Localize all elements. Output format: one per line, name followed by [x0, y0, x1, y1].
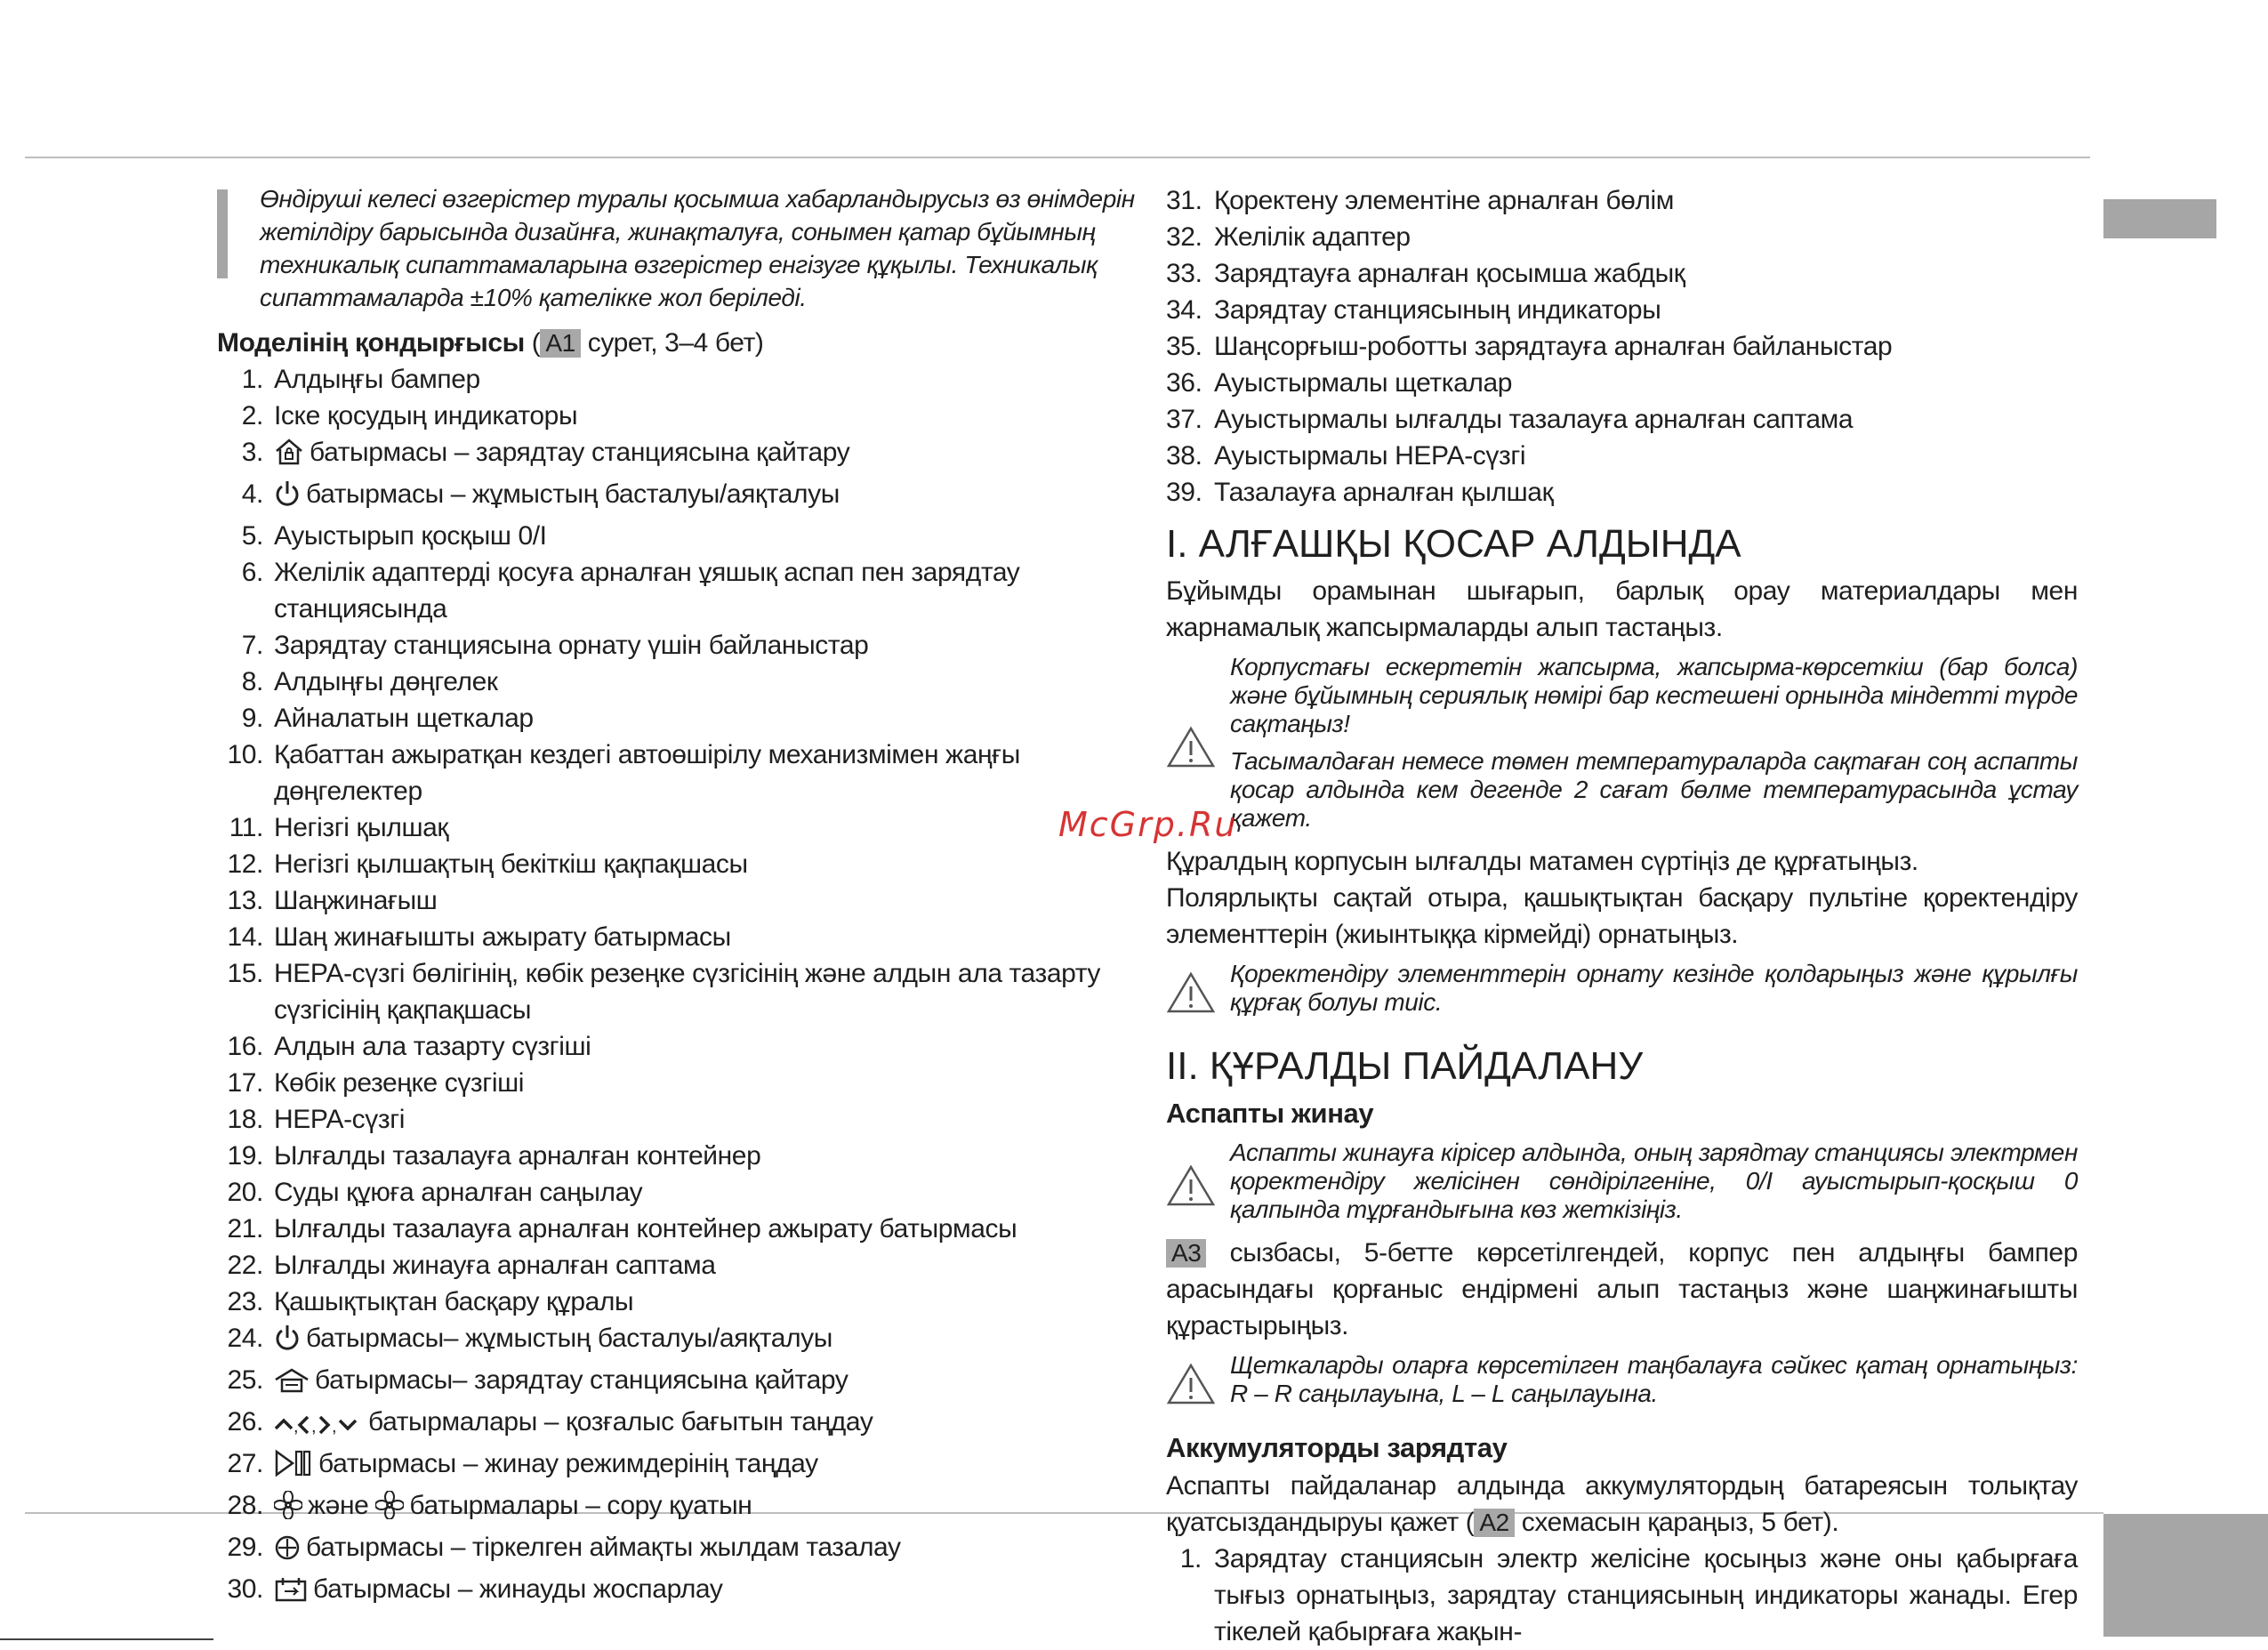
left-column — [217, 182, 1138, 1613]
list-item — [217, 1404, 1138, 1445]
list-item-text: НЕРА-сүзгі бөлігінің, көбік резеңке сүзгісінің және алдын ала тазарту сүзгісінің қақпақшасы — [274, 959, 1101, 1025]
list-item-number: 33. — [1166, 259, 1202, 288]
list-item-text-wrap — [274, 1571, 1138, 1613]
list-item-text: Желілік адаптер — [1214, 222, 1411, 252]
section-2-para-2 — [1166, 1468, 2078, 1541]
list-item — [217, 1028, 1138, 1065]
list-item-text-wrap — [274, 1487, 1138, 1529]
charging-para-text-b: схемасын қараңыз, 5 бет). — [1514, 1508, 1839, 1537]
list-item-text: Суды құюға арналған саңылау — [274, 1178, 643, 1207]
list-item-text: Қабаттан ажыратқан кездегі автоөшірілу механизмімен жаңғы дөңгелектер — [274, 740, 1020, 806]
list-item — [217, 700, 1138, 736]
list-item — [217, 1445, 1138, 1487]
list-item-number: 27. — [227, 1449, 263, 1478]
list-item — [217, 809, 1138, 846]
footer-line — [0, 1638, 213, 1640]
list-item — [217, 1174, 1138, 1211]
svg-text:,: , — [332, 1417, 337, 1436]
list-item-text-wrap — [274, 882, 1138, 919]
model-heading — [217, 325, 1138, 361]
list-item-text: Алдыңғы дөңгелек — [274, 667, 498, 696]
list-item — [217, 1247, 1138, 1284]
list-item-number: 38. — [1166, 441, 1202, 471]
list-item-text: Шаңсорғыш-роботты зарядтауға арналған байланыстар — [1214, 332, 1893, 361]
warning-block-4 — [1166, 1351, 2078, 1417]
list-item — [1166, 438, 2078, 474]
list-item — [217, 882, 1138, 919]
list-item-text: Желілік адаптерді қосуға арналған ұяшық аспап пен зарядтау станциясында — [274, 558, 1020, 624]
list-item-number: 29. — [227, 1533, 263, 1562]
list-item-text: Зарядтау станциясын электр желісіне қосыңыз және оны қабырғаға тығыз орнатыңыз, зарядтау станциясының индикаторы жанады. Егер тікелей қабырғаға жақын- — [1214, 1544, 2078, 1646]
warning-2-text: Қоректендіру элементтерін орнату кезінде қолдарыңыз және құрылғы құрғақ болуы тиіс. — [1230, 960, 2078, 1016]
list-item — [217, 361, 1138, 398]
parts-list-left — [217, 361, 1138, 1613]
page-edge-tab — [2103, 199, 2216, 238]
list-item-text-wrap — [274, 1404, 1138, 1445]
warning-icon — [1166, 1351, 1230, 1417]
list-item — [217, 1101, 1138, 1138]
list-item — [217, 1284, 1138, 1320]
list-item-text-wrap — [274, 919, 1138, 955]
list-item-text-wrap — [274, 1362, 1138, 1404]
list-item-number: 10. — [227, 740, 263, 769]
list-item-text-wrap — [274, 1101, 1138, 1138]
arrows-icon — [274, 1409, 363, 1445]
list-item-text: Ылғалды тазалауға арналған контейнер — [274, 1141, 761, 1171]
list-item-number: 26. — [227, 1407, 263, 1437]
list-item-text-wrap — [274, 736, 1138, 809]
list-item-text-wrap — [274, 627, 1138, 664]
list-item-text: Зарядтау станциясына орнату үшін байланыстар — [274, 631, 869, 660]
list-item-text: Қашықтықтан басқару құралы — [274, 1287, 634, 1316]
charging-para-text-a: Аспапты пайдаланар алдында аккумулятордың батареясын толықтау қуатсыздандыруы қажет ( — [1166, 1471, 2078, 1537]
list-item-text-wrap — [274, 1247, 1138, 1284]
fan-high-icon — [375, 1491, 404, 1529]
list-item-text-wrap — [1214, 474, 2078, 511]
list-item — [217, 1138, 1138, 1174]
list-item-text-wrap — [1214, 182, 2078, 219]
list-item-number: 3. — [241, 438, 263, 467]
list-item-text: батырмасы– жұмыстың басталуы/аяқталуы — [306, 1324, 832, 1353]
list-item-text: Негізгі қылшақтың бекіткіш қақпақшасы — [274, 849, 748, 879]
list-item-number: 17. — [227, 1068, 263, 1098]
list-item-number: 39. — [1166, 478, 1202, 507]
list-item-text: батырмалары – қозғалыс бағытын таңдау — [368, 1407, 873, 1437]
list-item — [217, 846, 1138, 882]
list-item-text: Ылғалды тазалауға арналған контейнер ажырату батырмасы — [274, 1214, 1017, 1244]
list-item-number: 5. — [241, 521, 263, 551]
list-item-number: 11. — [229, 813, 263, 842]
list-item-number: 28. — [227, 1491, 263, 1520]
section-1-para-2: Құралдың корпусын ылғалды матамен сүртіңіз де құрғатыңыз. — [1166, 847, 1918, 876]
list-item — [217, 1362, 1138, 1404]
list-item-text-wrap — [274, 1028, 1138, 1065]
fan-low-icon — [274, 1491, 302, 1529]
warning-1b-text: Тасымалдаған немесе төмен температураларда сақтаған соң аспапты қосар алдында кем дегенде 2 сағат бөлме температурасында ұстау қажет. — [1230, 747, 2078, 832]
model-heading-open: ( — [524, 328, 541, 358]
figure-tag-a3: A3 — [1166, 1239, 1206, 1268]
list-item-number: 6. — [241, 558, 263, 587]
figure-tag-a2: A2 — [1474, 1509, 1514, 1537]
list-item — [217, 627, 1138, 664]
list-item-text: Ауыстырмалы НЕРА-сүзгі — [1214, 441, 1526, 471]
list-item-text-wrap — [274, 1174, 1138, 1211]
list-item-text: батырмалары – сору қуатын — [409, 1491, 752, 1520]
list-item-number: 9. — [241, 704, 263, 733]
list-item-text: Қоректену элементіне арналған бөлім — [1214, 186, 1675, 215]
list-item-text-wrap — [274, 518, 1138, 554]
list-item-number: 25. — [227, 1365, 263, 1395]
list-item-number: 21. — [227, 1214, 263, 1244]
list-item-number: 30. — [227, 1574, 263, 1604]
right-column — [1166, 182, 2078, 1650]
list-item-number: 20. — [227, 1178, 263, 1207]
list-item-text-wrap — [274, 1211, 1138, 1247]
list-item-number: 34. — [1166, 295, 1202, 325]
parts-list-right — [1166, 182, 2078, 511]
list-item — [1166, 292, 2078, 328]
list-item — [217, 919, 1138, 955]
list-item-text: Іске қосудың индикаторы — [274, 401, 578, 431]
list-item-text: Тазалауға арналған қылшақ — [1214, 478, 1554, 507]
subsection-charging-title: Аккумуляторды зарядтау — [1166, 1432, 1508, 1463]
section-1-para-1: Бұйымды орамынан шығарып, барлық орау материалдары мен жарнамалық жапсырмаларды алып тастаңыз. — [1166, 576, 2078, 642]
list-item-text-wrap — [1214, 292, 2078, 328]
list-item-number: 18. — [227, 1105, 263, 1134]
list-item-text: Шаң жинағышты ажырату батырмасы — [274, 922, 731, 952]
list-item-text: Алдын ала тазарту сүзгіші — [274, 1032, 591, 1061]
list-item-text: Айналатын щеткалар — [274, 704, 534, 733]
list-item-text-wrap — [274, 955, 1138, 1028]
list-item-text-wrap — [274, 664, 1138, 700]
list-item-text-wrap — [274, 1445, 1138, 1487]
list-item-number: 16. — [227, 1032, 263, 1061]
warning-3-text: Аспапты жинауға кірісер алдында, оның зарядтау станциясы электрмен қоректендіру желісінен сөндірілгеніне, 0/I ауыстырып-қосқыш 0 қалпында тұрғандығына көз жеткізіңіз. — [1230, 1139, 2078, 1223]
list-item-number: 2. — [241, 401, 263, 431]
list-item — [217, 398, 1138, 434]
list-item-text: Ауыстырып қосқыш 0/I — [274, 521, 547, 551]
list-item-text-wrap — [1214, 401, 2078, 438]
list-item-text-wrap — [1214, 219, 2078, 255]
watermark: McGrp.Ru — [1058, 805, 1238, 844]
list-item-number: 13. — [227, 886, 263, 915]
list-item-text: батырмасы– зарядтау станциясына қайтару — [315, 1365, 848, 1395]
home-lock-icon — [274, 438, 304, 476]
list-item — [1166, 474, 2078, 511]
list-item-text-wrap — [274, 1284, 1138, 1320]
list-item — [217, 1487, 1138, 1529]
list-item-number: 12. — [227, 849, 263, 879]
list-item-text: батырмасы – жинау режимдерінің таңдау — [318, 1449, 818, 1478]
list-item — [217, 736, 1138, 809]
page-number-block — [2103, 1514, 2268, 1637]
list-item-text-wrap — [274, 1138, 1138, 1174]
list-item-text-wrap — [1214, 255, 2078, 292]
list-item — [217, 1065, 1138, 1101]
list-item-connector: және — [308, 1491, 369, 1520]
list-item-number: 7. — [241, 631, 263, 660]
list-item — [1166, 328, 2078, 365]
list-item-text-wrap — [274, 476, 1138, 518]
list-item-number: 32. — [1166, 222, 1202, 252]
list-item-number: 35. — [1166, 332, 1202, 361]
power-icon — [274, 479, 301, 518]
list-item — [217, 434, 1138, 476]
warning-block-1 — [1166, 653, 2078, 841]
power-icon — [274, 1324, 301, 1362]
list-item-number: 8. — [241, 667, 263, 696]
list-item — [1166, 219, 2078, 255]
warning-block-2 — [1166, 960, 2078, 1026]
list-item — [1166, 182, 2078, 219]
list-item-text: Ауыстырмалы щеткалар — [1214, 368, 1513, 398]
list-item — [217, 1211, 1138, 1247]
list-item-text: НЕРА-сүзгі — [274, 1105, 406, 1134]
section-1-title: I. АЛҒАШҚЫ ҚОСАР АЛДЫНДА — [1166, 522, 1741, 566]
list-item-text-wrap — [1214, 438, 2078, 474]
list-item — [217, 664, 1138, 700]
warning-block-3 — [1166, 1139, 2078, 1233]
section-2-title: II. ҚҰРАЛДЫ ПАЙДАЛАНУ — [1166, 1044, 1644, 1088]
list-item-text: батырмасы – тіркелген аймақты жылдам тазалау — [306, 1533, 901, 1562]
list-item-text: Ауыстырмалы ылғалды тазалауға арналған саптама — [1214, 405, 1854, 434]
list-item-text-wrap — [274, 1320, 1138, 1362]
mode-icon — [274, 1449, 313, 1487]
svg-text:,: , — [294, 1417, 299, 1436]
list-item — [217, 1529, 1138, 1571]
list-item-text-wrap — [1214, 365, 2078, 401]
list-item-text-wrap — [1214, 328, 2078, 365]
list-item-number: 14. — [227, 922, 263, 952]
list-item-text-wrap — [274, 434, 1138, 476]
list-item — [217, 476, 1138, 518]
list-item-text: батырмасы – жұмыстың басталуы/аяқталуы — [306, 479, 840, 509]
section-1-para-3: Полярлықты сақтай отыра, қашықтықтан басқару пультіне қоректендіру элементтерін (жиынтыққа кірмейді) орнатыңыз. — [1166, 883, 2078, 949]
section-2-para-1 — [1166, 1235, 2078, 1344]
list-item-text-wrap — [274, 398, 1138, 434]
list-item — [217, 1571, 1138, 1613]
subsection-assembly-title: Аспапты жинау — [1166, 1098, 1374, 1129]
list-item-number: 15. — [227, 959, 263, 988]
list-item-text-wrap — [274, 846, 1138, 882]
list-item-text: Көбік резеңке сүзгіші — [274, 1068, 525, 1098]
list-item-text-wrap — [274, 700, 1138, 736]
list-item — [217, 518, 1138, 554]
list-item — [217, 554, 1138, 627]
list-item-number: 31. — [1166, 186, 1202, 215]
list-item-number: 23. — [227, 1287, 263, 1316]
manufacturer-note: Өндіруші келесі өзгерістер туралы қосымша хабарландырусыз өз өнімдерін жетілдіру барысында дизайнға, жинақталуға, сонымен қатар бұйымның техникалық сипаттамаларына өзгерістер енгізуге құқылы. Техникалық сипаттамаларда ±10% қателікке жол беріледі. — [217, 182, 1138, 314]
warning-icon — [1166, 960, 1230, 1026]
list-item — [1166, 1541, 2078, 1650]
list-item-text: Зарядтауға арналған қосымша жабдық — [1214, 259, 1685, 288]
svg-text:,: , — [311, 1417, 317, 1436]
list-item-text-wrap — [274, 361, 1138, 398]
list-item-text: Шаңжинағыш — [274, 886, 438, 915]
charging-steps — [1166, 1541, 2078, 1650]
list-item-text: Зарядтау станциясының индикаторы — [1214, 295, 1661, 325]
warning-1a-text: Корпустағы ескертетін жапсырма, жапсырма-көрсеткіш (бар болса) және бұйымның сериялық нөмірі бар кестешені орнында міндетті түрде сақтаңыз! — [1230, 653, 2078, 737]
list-item-number: 1. — [241, 365, 263, 394]
list-item — [1166, 255, 2078, 292]
list-item-text: Ылғалды жинауға арналған саптама — [274, 1251, 716, 1280]
home-icon — [274, 1367, 310, 1404]
list-item — [217, 955, 1138, 1028]
list-item-text-wrap — [274, 1529, 1138, 1571]
schedule-icon — [274, 1576, 308, 1613]
warning-4-text: Щеткаларды оларға көрсетілген таңбалауға сәйкес қатаң орнатыңыз: R – R саңылауына, L – L саңылауына. — [1230, 1351, 2078, 1407]
list-item-text: батырмасы – жинауды жоспарлау — [313, 1574, 723, 1604]
section-2-para-1-text: сызбасы, 5-бетте көрсетілгендей, корпус пен алдыңғы бампер арасындағы қорғаныс ендірмені алып тастаңыз және шаңжинағышты құрастырыңыз. — [1166, 1238, 2078, 1340]
list-item-number: 24. — [227, 1324, 263, 1353]
list-item-text-wrap — [274, 1065, 1138, 1101]
figure-tag-a1: A1 — [540, 329, 580, 358]
list-item — [217, 1320, 1138, 1362]
warning-icon — [1166, 1139, 1230, 1233]
list-item-text: Негізгі қылшақ — [274, 813, 449, 842]
list-item-number: 19. — [227, 1141, 263, 1171]
list-item-text-wrap — [274, 809, 1138, 846]
list-item-number: 1. — [1179, 1544, 1202, 1574]
spot-icon — [274, 1534, 301, 1571]
list-item-number: 4. — [241, 479, 263, 509]
list-item — [1166, 365, 2078, 401]
list-item-number: 22. — [227, 1251, 263, 1280]
list-item-text: Алдыңғы бампер — [274, 365, 480, 394]
list-item-number: 37. — [1166, 405, 1202, 434]
list-item-number: 36. — [1166, 368, 1202, 398]
list-item-text: батырмасы – зарядтау станциясына қайтару — [310, 438, 850, 467]
model-heading-rest: сурет, 3–4 бет) — [580, 328, 764, 358]
top-rule — [25, 157, 2090, 158]
list-item-text-wrap — [274, 554, 1138, 627]
model-heading-title: Моделінің қондырғысы — [217, 328, 525, 358]
list-item — [1166, 401, 2078, 438]
